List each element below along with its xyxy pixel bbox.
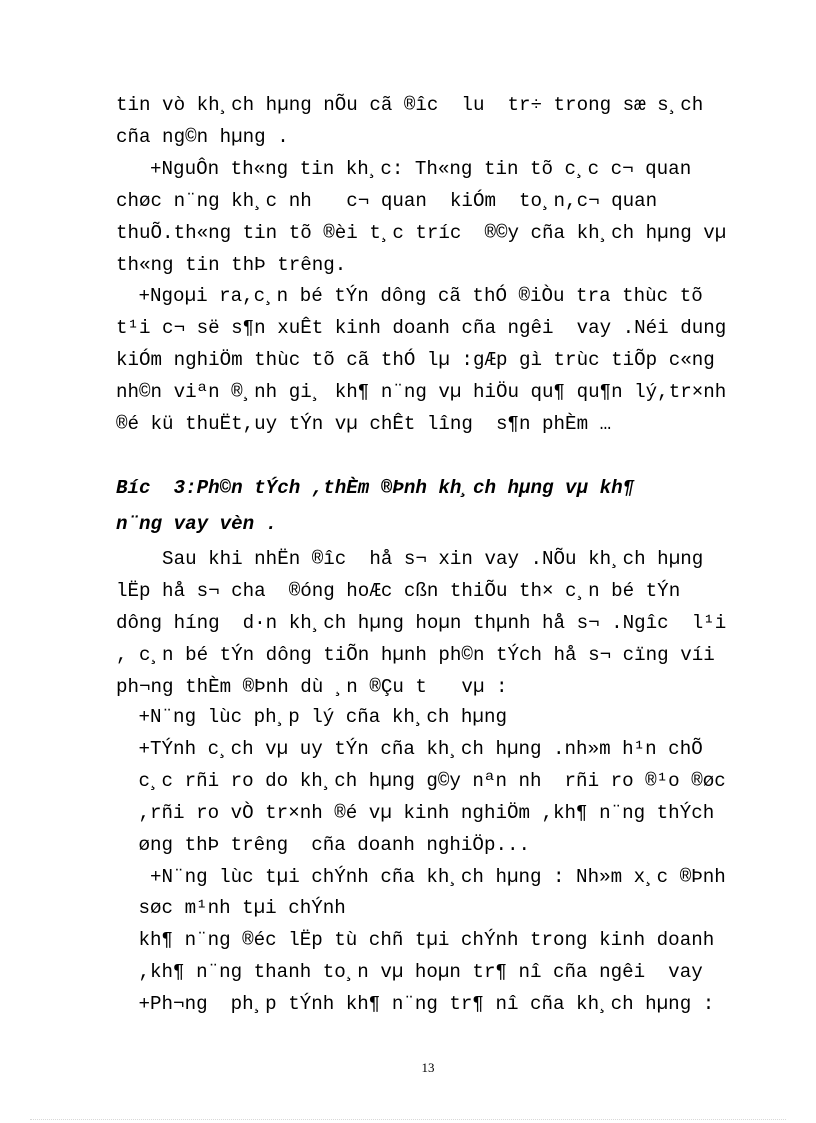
text-line-7: +Ngoµi ra,c¸n bé tÝn dông cã thÓ ®iÒu tra thùc tõ <box>127 285 703 307</box>
text-line-4: chøc n¨ng kh¸c nh c¬ quan kiÓm to¸n,c¬ quan <box>116 190 658 212</box>
text-line-2: cña ng©n hµng . <box>116 126 289 148</box>
text-line-24: kh¶ n¨ng ®éc lËp tù chñ tµi chÝnh trong kinh doanh <box>127 929 715 951</box>
text-line-8: t¹i c¬ së s¶n xuÊt kinh doanh cña ngêi vay .Néi dung <box>116 317 727 339</box>
text-line-12: Sau khi nhËn ®îc hå s¬ xin vay .NÕu kh¸ch hµng <box>116 548 704 570</box>
text-line-19: c¸c rñi ro do kh¸ch hµng g©y nªn nh rñi ro ®¹o ®øc <box>127 770 726 792</box>
text-line-18: +TÝnh c¸ch vµ uy tÝn cña kh¸ch hµng .nh»m h¹n chÕ <box>127 738 703 760</box>
text-line-23: søc m¹nh tµi chÝnh <box>127 897 346 919</box>
text-line-21: øng thÞ trêng cña doanh nghiÖp... <box>127 834 531 856</box>
page-number: 13 <box>421 1060 435 1075</box>
text-line-25: ,kh¶ n¨ng thanh to¸n vµ hoµn tr¶ nî cña ngêi vay <box>127 961 703 983</box>
text-line-16: ph¬ng thÈm ®Þnh dù ¸n ®Çu t vµ : <box>116 676 508 698</box>
text-line-10: nh©n viªn ®¸nh gi¸ kh¶ n¨ng vµ hiÖu qu¶ qu¶n lý,tr×nh <box>116 381 727 403</box>
text-line-22: +N¨ng lùc tµi chÝnh cña kh¸ch hµng : Nh»m x¸c ®Þnh <box>127 866 726 888</box>
text-line-13: lËp hå s¬ cha ®óng hoÆc cßn thiÕu th× c¸n bé tÝn <box>116 580 681 602</box>
text-line-6: th«ng tin thÞ trêng. <box>116 254 347 276</box>
text-line-26: +Ph¬ng ph¸p tÝnh kh¶ n¨ng tr¶ nî cña kh¸ch hµng : <box>127 993 715 1015</box>
text-line-5: thuÕ.th«ng tin tõ ®èi t¸c tríc ®©y cña kh¸ch hµng vµ <box>116 222 727 244</box>
text-line-1: tin vò kh¸ch hµng nÕu cã ®îc lu tr÷ trong sæ s¸ch <box>116 94 704 116</box>
text-line-20: ,rñi ro vÒ tr×nh ®é vµ kinh nghiÖm ,kh¶ n¨ng thÝch <box>127 802 715 824</box>
section-heading-line-1: Bíc 3:Ph©n tÝch ,thÈm ®Þnh kh¸ch hµng vµ kh¶ <box>116 477 635 499</box>
text-line-14: dông híng d·n kh¸ch hµng hoµn thµnh hå s¬ .Ngîc l¹i <box>116 612 727 634</box>
text-line-9: kiÓm nghiÖm thùc tõ cã thÓ lµ :gÆp gì trùc tiÕp c«ng <box>116 349 715 371</box>
page-bottom-divider <box>30 1119 786 1120</box>
section-heading-line-2: n¨ng vay vèn . <box>116 513 278 535</box>
text-line-3: +NguÔn th«ng tin kh¸c: Th«ng tin tõ c¸c c¬ quan <box>127 158 692 180</box>
text-line-17: +N¨ng lùc ph¸p lý cña kh¸ch hµng <box>127 706 507 728</box>
text-line-15: , c¸n bé tÝn dông tiÕn hµnh ph©n tÝch hå s¬ cïng víi <box>116 644 715 666</box>
text-line-11: ®é kü thuËt,uy tÝn vµ chÊt lîng s¶n phÈm … <box>116 413 612 435</box>
